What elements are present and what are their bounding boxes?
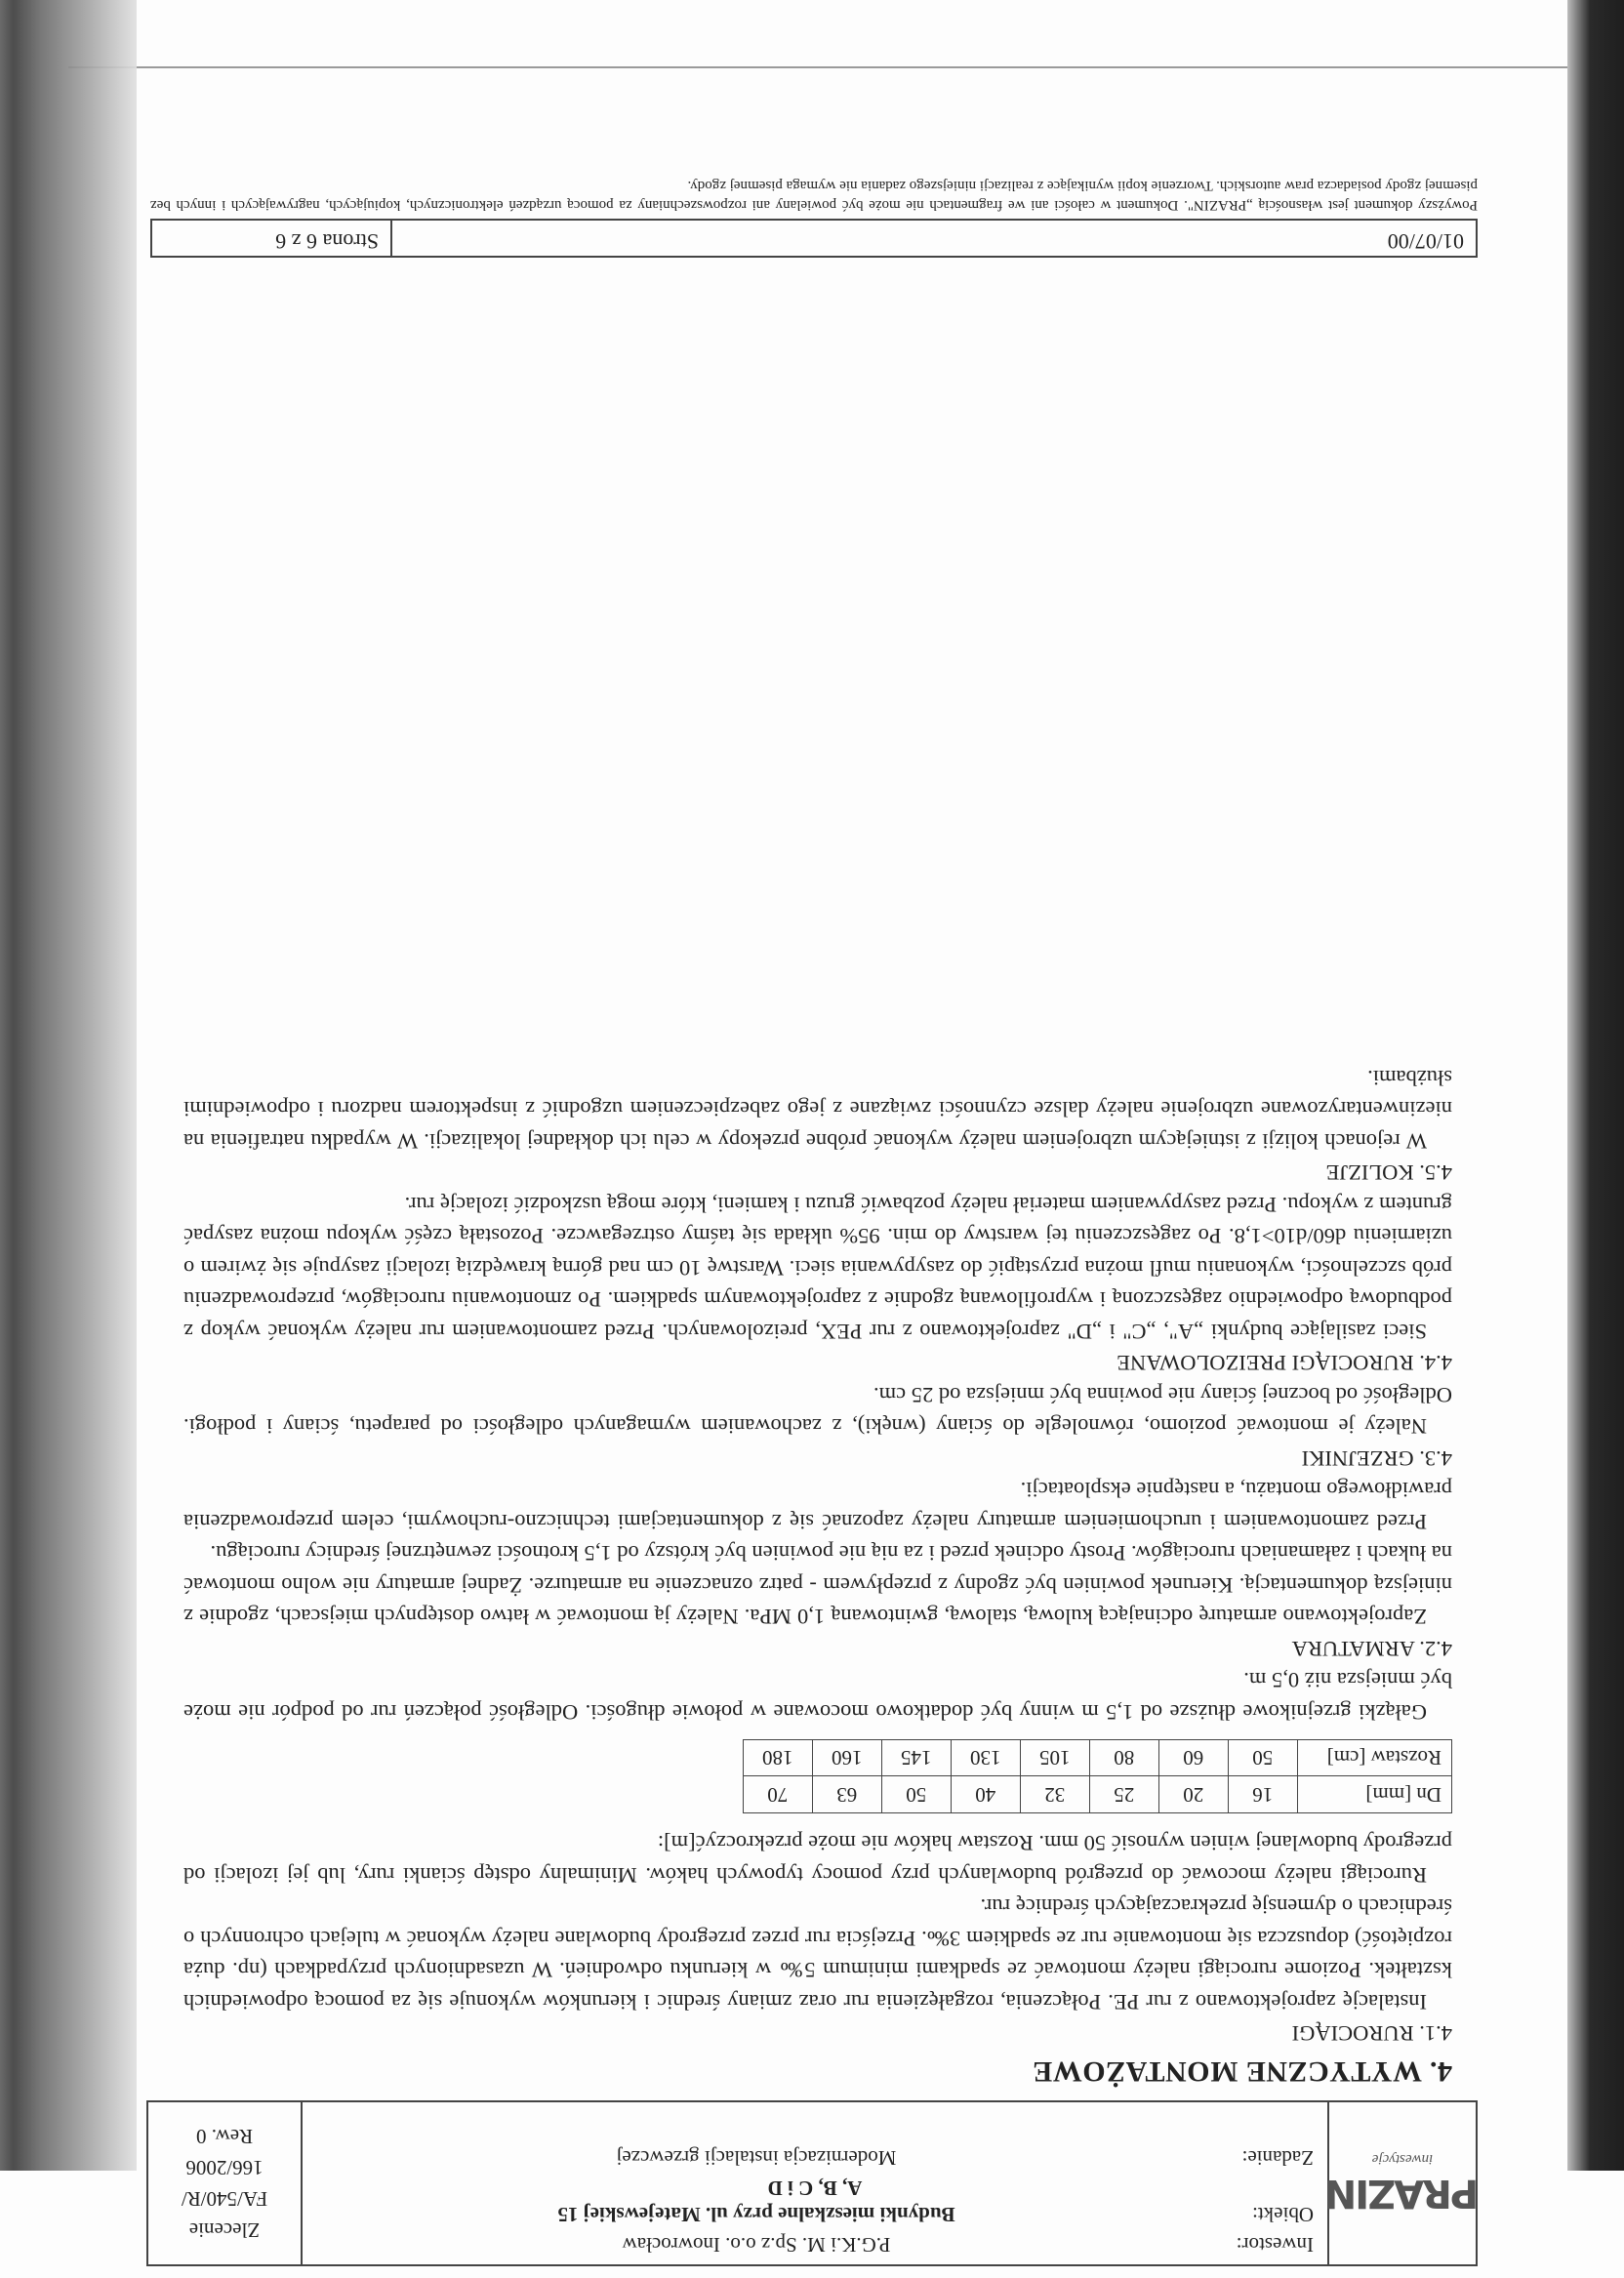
order-number: FA/540/R/ xyxy=(181,2187,268,2211)
revision: Rew. 0 xyxy=(195,2125,254,2148)
table-cell: 180 xyxy=(743,1740,812,1777)
footer-box xyxy=(150,219,1478,258)
paragraph: Sieci zasilające budynki „A", „C" i „D" zaprojektowano z rur PEX, preizolowanych. Przed zamontowaniem rur należy wykonać wykop z podbudową odpowiednio zagęszczoną i wyprofilowaną zgodnie z zaprojektowanym spadkiem. Po zmontowaniu rurociągów, przeprowadzeniu prób szczelności, wykonaniu mufl można przystąpić do zasypywania sieci. Warstwę 10 cm nad górną krawędzią izolacji zasypuje się żwirem o uziarnieniu d60/d10>1,8. Po zagęszczeniu tej warstwy do min. 95% układa się taśmy ostrzegawcze. Pozostałą część wykopu można zasypać gruntem z wykopu. Przed zasypywaniem materiał należy pozbawić gruzu i kamieni, które mogą uszkodzić izolację rur. xyxy=(183,1193,1452,1344)
table-cell: 50 xyxy=(1228,1740,1297,1777)
scan-edge-line xyxy=(68,66,1624,68)
task-row xyxy=(316,2145,1314,2170)
logo-subtext: inwestycje xyxy=(1371,2151,1434,2168)
section-title: 4. WYTYCZNE MONTAŻOWE xyxy=(1032,2055,1452,2088)
order-year: 166/2006 xyxy=(185,2156,264,2179)
investor-row xyxy=(316,2232,1314,2257)
copyright-note: Powyższy dokument jest własnością „PRAZIN". Dokument w całości ani we fragmentach nie może być powielany ani rozpowszechniany za pomocą urządzeń elektronicznych, kopiujących, nagrywających i innych bez pisemnej zgody posiadacza praw autorskich. Tworzenie kopii wynikające z realizacji niniejszego zadania nie wymaga pisemnej zgody. xyxy=(150,178,1478,213)
document-body xyxy=(183,1062,1452,2088)
order-label: Zlecenie xyxy=(188,2218,261,2242)
task-label: Zadanie: xyxy=(1241,2146,1314,2170)
table-cell: 145 xyxy=(881,1740,951,1777)
scan-shadow-right xyxy=(1567,0,1624,2171)
investor-label: Inwestor: xyxy=(1236,2233,1314,2257)
table-cell: 130 xyxy=(951,1740,1020,1777)
subsection-4-2-title: 4.2. ARMATURA xyxy=(1291,1637,1452,1661)
logo-mark: PRAZIN xyxy=(1325,2171,1480,2217)
subsection-4-4-title: 4.4. RUROCIĄGI PREIZOLOWANE xyxy=(1116,1351,1452,1376)
table-cell: 60 xyxy=(1158,1740,1228,1777)
subsection-4-5-title: 4.5. KOLIZJE xyxy=(1325,1160,1452,1186)
document-header xyxy=(146,2100,1478,2266)
table-header-cell: Rozstaw [cm] xyxy=(1297,1740,1451,1777)
table-cell: 105 xyxy=(1020,1740,1089,1777)
paragraph: Instalację zaprojektowano z rur PE. Połączenia, rozgałęzienia rur oraz zmiany średnic i kierunków wykonuje się za pomocą odpowiednich kształtek. Poziome rurociągi należy montować ze spadkami minimum 5‰ w kierunku odwodnień. W uzasadnionych przypadkach (np. duża rozpiętość) dopuszcza się montowanie rur ze spadkiem 3‰. Przejścia rur przez przegrody budowlane należy wykonać w tulejach ochronnych o średnicach o dymensję przekraczających średnicę rur. xyxy=(183,1894,1452,2014)
paragraph: Przed zamontowaniem i uruchomieniem armatury należy zapoznać się z dokumentacjami techniczno-ruchowymi, celem przeprowadzenia prawidłowego montażu, a następnie eksploatacji. xyxy=(183,1478,1452,1534)
table-row xyxy=(743,1776,1451,1813)
subsection-4-3-title: 4.3. GRZEJNIKI xyxy=(1301,1446,1452,1471)
table-cell: 70 xyxy=(743,1776,812,1813)
paragraph: Należy je montować poziomo, równolegle do ściany (wnęki), z zachowaniem wymaganych odległości od parapetu, ściany i podłogi. Odległość od bocznej ściany nie powinna być mniejsza od 25 cm. xyxy=(183,1383,1452,1440)
subsection-4-1-title: 4.1. RUROCIĄGI xyxy=(1291,2021,1452,2047)
scan-shadow-left xyxy=(0,0,137,2171)
order-info xyxy=(148,2102,301,2264)
table-cell: 50 xyxy=(881,1776,951,1813)
paragraph: Gałązki grzejnikowe dłuższe od 1,5 m winny być dodatkowo mocowane w połowie długości. Odległość połączeń rur od podpór nie może być mniejsza niż 0,5 m. xyxy=(183,1668,1452,1725)
page-number: Strona 6 z 6 xyxy=(152,221,392,256)
table-cell: 160 xyxy=(812,1740,881,1777)
document-page xyxy=(135,107,1487,2278)
footer-date: 01/07/00 xyxy=(1387,229,1464,254)
task-value: Modernizacja instalacji grzewczej xyxy=(616,2146,897,2170)
table-header-cell: Dn [mm] xyxy=(1297,1776,1451,1813)
header-details xyxy=(301,2102,1327,2264)
paragraph: Rurociągi należy mocować do przegród budowlanych przy pomocy typowych haków. Minimalny odstęp ścianki rury, lub jej izolacji od przegrody budowlanej winien wynosić 50 mm. Rozstaw haków nie może przekroczyć[m]: xyxy=(183,1831,1452,1888)
hook-spacing-table xyxy=(743,1739,1452,1813)
table-row xyxy=(743,1740,1451,1777)
table-cell: 32 xyxy=(1020,1776,1089,1813)
object-buildings: A, B, C i D xyxy=(767,2176,863,2200)
object-row xyxy=(316,2202,1314,2226)
table-cell: 63 xyxy=(812,1776,881,1813)
paragraph: Zaprojektowano armaturę odcinającą kulową, stalową, gwintowaną 1,0 MPa. Należy ją montować w łatwo dostępnych miejscach, zgodnie z niniejszą dokumentacją. Kierunek powinien być zgodny z przepływem - patrz oznaczenie na armaturze. Żadnej armatury nie wolno montować na łukach i załamaniach rurociągów. Prosty odcinek przed i za nią nie powinien być krótszy od 1,5 krotności zewnętrznej średnicy rurociągu. xyxy=(183,1541,1452,1630)
table-cell: 20 xyxy=(1158,1776,1228,1813)
table-cell: 40 xyxy=(951,1776,1020,1813)
paragraph: W rejonach kolizji z istniejącym uzbrojeniem należy wykonać próbne przekopy w celu ich dokładnej lokalizacji. W wypadku natrafienia na niezinwentaryzowane uzbrojenie należy dalsze czynności związane z jego zabezpieczeniem uzgodnić z inspektorem nadzoru i odpowiednimi służbami. xyxy=(183,1066,1452,1154)
table-cell: 80 xyxy=(1089,1740,1158,1777)
object-value: Budynki mieszkalne przy ul. Matejewskiej 15 xyxy=(557,2203,955,2226)
table-cell: 16 xyxy=(1228,1776,1297,1813)
company-logo xyxy=(1325,2102,1480,2264)
object-label: Obiekt: xyxy=(1252,2203,1314,2226)
table-cell: 25 xyxy=(1089,1776,1158,1813)
investor-value: P.G.K.i M. Sp.z o.o. Inowrocław xyxy=(622,2233,891,2257)
document-footer xyxy=(150,176,1478,258)
